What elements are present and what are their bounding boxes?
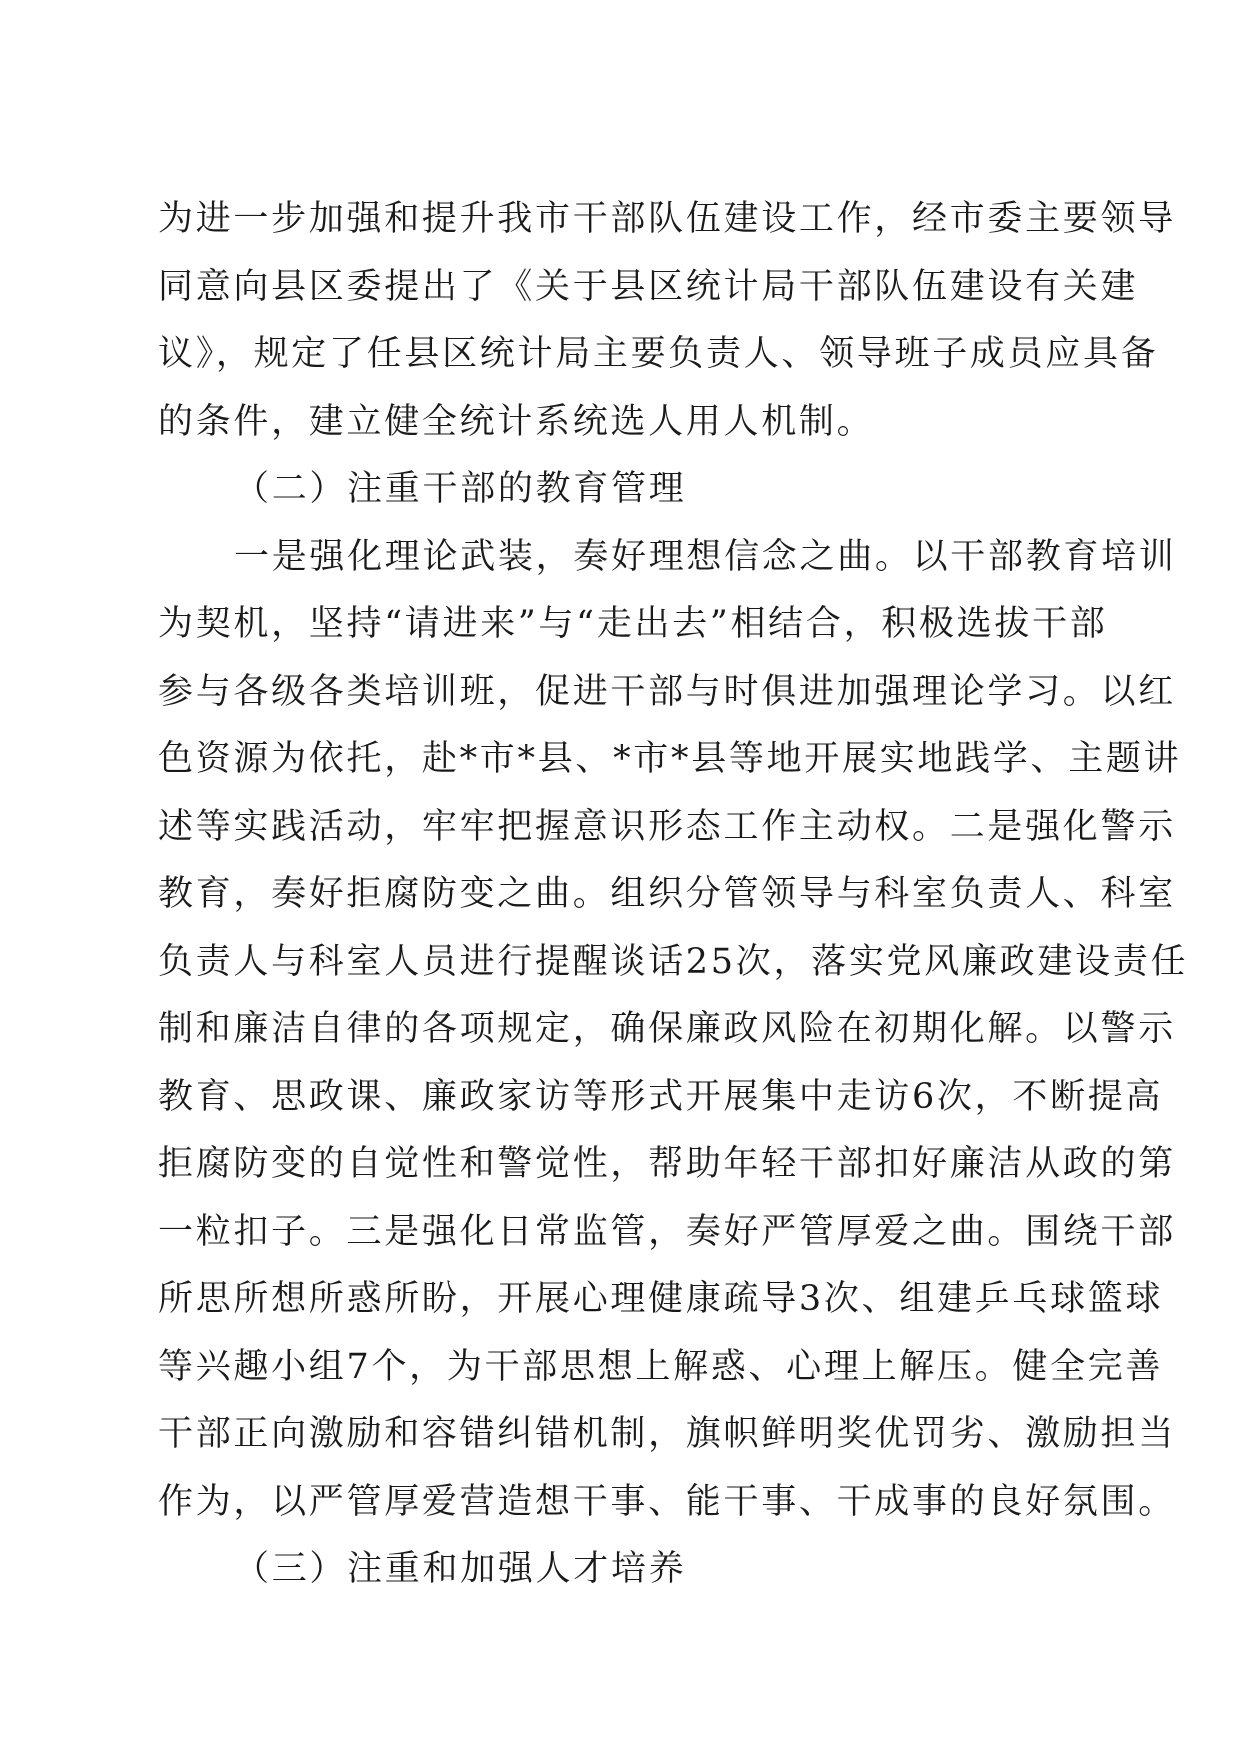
paragraph-intro: [158, 186, 1176, 456]
text-line: 的条件，建立健全统计系统选人用人机制。: [158, 401, 875, 442]
text-line: 一粒扣子。三是强化日常监管，奏好严管厚爱之曲。围绕干部: [158, 1211, 1176, 1252]
text-line: 等兴趣小组7个，为干部思想上解惑、心理上解压。健全完善: [158, 1346, 1164, 1387]
text-line: 作为，以严管厚爱营造想干事、能干事、干成事的良好氛围。: [158, 1481, 1176, 1522]
text-line: 同意向县区委提出了《关于县区统计局干部队伍建设有关建: [158, 266, 1139, 307]
text-line: 所思所想所惑所盼，开展心理健康疏导3次、组建乒乓球篮球: [158, 1279, 1164, 1319]
text-line: 议》，规定了任县区统计局主要负责人、领导班子成员应具备: [158, 334, 1159, 374]
text-line: 制和廉洁自律的各项规定，确保廉政风险在初期化解。以警示: [158, 1009, 1176, 1049]
text-line: 教育，奏好拒腐防变之曲。组织分管领导与科室负责人、科室: [158, 874, 1176, 914]
text-line: 参与各级各类培训班，促进干部与时俱进加强理论学习。以红: [158, 671, 1176, 712]
text-line: 为进一步加强和提升我市干部队伍建设工作，经市委主要领导: [158, 199, 1176, 239]
text-line: 一是强化理论武装，奏好理想信念之曲。以干部教育培训: [234, 536, 1177, 577]
paragraph-education: [158, 524, 1189, 1537]
document-body: [158, 186, 1189, 1604]
text-line: 色资源为依托，赴*市*县、*市*县等地开展实地践学、主题讲: [158, 739, 1182, 779]
section-heading-3: （三）注重和加强人才培养: [234, 1549, 687, 1589]
text-line: 教育、思政课、廉政家访等形式开展集中走访6次，不断提高: [158, 1076, 1164, 1117]
text-line: 拒腐防变的自觉性和警觉性，帮助年轻干部扣好廉洁从政的第: [158, 1144, 1176, 1184]
text-line: 干部正向激励和容错纠错机制，旗帜鲜明奖优罚劣、激励担当: [158, 1414, 1176, 1454]
text-line: 负责人与科室人员进行提醒谈话25次，落实党风廉政建设责任: [158, 941, 1189, 982]
section-heading-2: （二）注重干部的教育管理: [234, 469, 687, 509]
text-line: 述等实践活动，牢牢把握意识形态工作主动权。二是强化警示: [158, 806, 1176, 847]
text-line: 为契机，坚持“请进来”与“走出去”相结合，积极选拔干部: [158, 604, 1108, 644]
